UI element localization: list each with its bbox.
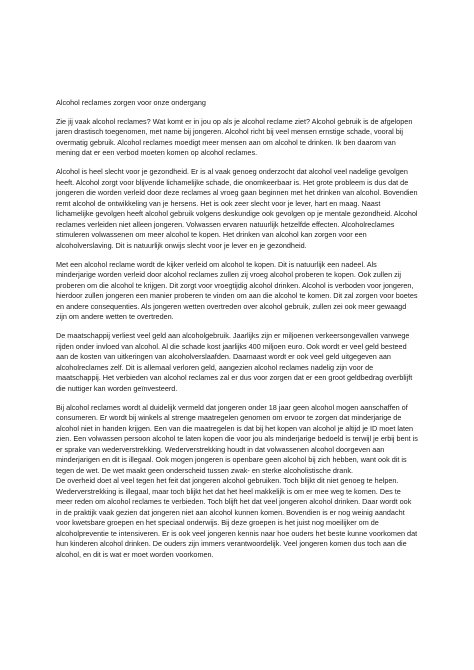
- document-title: Alcohol reclames zorgen voor onze ondergang: [56, 98, 206, 107]
- paragraph-intro: Zie jij vaak alcohol reclames? Wat komt er in jou op als je alcohol reclame ziet? Alcohol gebruik is de afgelopen jaren drastisch toegenomen, met name bij jongeren. Alcohol richt bij veel mensen ernstige schade, vooral bij overmatig gebruik. Alcohol reclames moedigt meer mensen aan om alcohol te drinken. Ik ben daarom van mening dat er een verbod moeten komen op alcohol reclames.: [56, 116, 413, 157]
- paragraph-health: Alcohol is heel slecht voor je gezondheid. Er is al vaak genoeg onderzocht dat alcohol veel nadelige gevolgen heeft. Alcohol zorgt voor blijvende lichamelijke schade, die onomkeerbaar is. Het grote probleem is dus dat de jongeren die worden verleid door deze reclames al vroeg gaan beginnen met het drinken van alcohol. Bovendien remt alcohol de ontwikkeling van je hersens. Het is ook zeer slecht voor je lever, hart en maag. Naast lichamelijke gevolgen heeft alcohol gebruik volgens deskundige ook gevolgen op je mentale gezondheid. Alcohol reclames verleiden niet alleen jongeren. Volwassen ervaren natuurlijk hetzelfde effecten. Alcoholreclames stimuleren volwassenen om meer alcohol te kopen. Het drinken van alcohol kan zorgen voor een alcoholverslaving. Dit is natuurlijk onwijs slecht voor je lever en je gezondheid.: [56, 167, 418, 250]
- paragraph-society-costs: De maatschappij verliest veel geld aan alcoholgebruik. Jaarlijks zijn er miljoenen verkeersongevallen vanwege rijden onder invloed van alcohol. Al die schade kost jaarlijks 400 miljoen euro. Ook wordt er veel geld besteed aan de kosten van uitkeringen van alcoholverslaafden. Daarnaast wordt er ook veel geld uitgegeven aan alcoholreclames zelf. Dit is allemaal verloren geld, aangezien alcohol reclames nadelig zijn voor de maatschappij. Het verbieden van alcohol reclames zal er dus voor zorgen dat er een groot geldbedrag overblijft die nuttiger kan worden geïnvesteerd.: [56, 331, 413, 393]
- paragraph-regulations: Bij alcohol reclames wordt al duidelijk vermeld dat jongeren onder 18 jaar geen alcohol mogen aanschaffen of consumeren. Er wordt bij winkels al strenge maatregelen genomen om ervoor te zorgen dat minderjarige de alcohol niet in handen krijgen. Een van die maatregelen is dat bij het kopen van alcohol je altijd je ID moet laten zien. Een volwassen persoon alcohol te laten kopen die voor jou als minderjarige bedoeld is terwijl je erbij bent is er sprake van wederverstrekking. Wederverstrekking houdt in dat volwassenen alcohol doorgeven aan minderjarigen en dit is illegaal. Ook mogen jongeren is openbare geen alcohol bij zich hebben, want ook dit is tegen de wet. De wet maakt geen onderscheid tussen zwak- en sterke alcoholistische drank.: [56, 402, 418, 475]
- paragraph-temptation: Met een alcohol reclame wordt de kijker verleid om alcohol te kopen. Dit is natuurlijk een nadeel. Als minderjarige worden verleid door alcohol reclames zullen zij vroeg alcohol proberen te kopen. Ook zullen zij proberen om die alcohol te krijgen. Dit zorgt voor vroegtijdig alcohol drinken. Alcohol is verboden voor jongeren, hierdoor zullen jongeren een manier proberen te vinden om aan die alcohol te komen. Dit zal zorgen voor boetes en andere consequenties. Als jongeren wetten overtreden over alcohol gebruik, zullen zei ook meer gewaagd zijn om andere wetten te overtreden.: [56, 259, 418, 321]
- paragraph-government: De overheid doet al veel tegen het feit dat jongeren alcohol gebruiken. Toch blijkt dit niet genoeg te helpen. Wederverstrekking is illegaal, maar toch blijkt het dat het heel makkelijk is om er mee weg te komen. Des te meer reden om alcohol reclames te verbieden. Toch blijft het dat veel jongeren alcohol drinken. Daar wordt ook in de praktijk vaak gezien dat jongeren niet aan alcohol kunnen komen. Bovendien is er nog weinig aandacht voor kwetsbare groepen en het speciaal onderwijs. Bij deze groepen is het juist nog moeilijker om de alcoholpreventie te intensiveren. Er is ook veel jongeren kennis naar hoe ouders het beste kunne voorkomen dat hun kinderen alcohol drinken. De ouders zijn immers verantwoordelijk. Veel jongeren komen dus toch aan die alcohol, en dit is wat er moet worden voorkomen.: [56, 476, 418, 559]
- document-body: [56, 98, 418, 569]
